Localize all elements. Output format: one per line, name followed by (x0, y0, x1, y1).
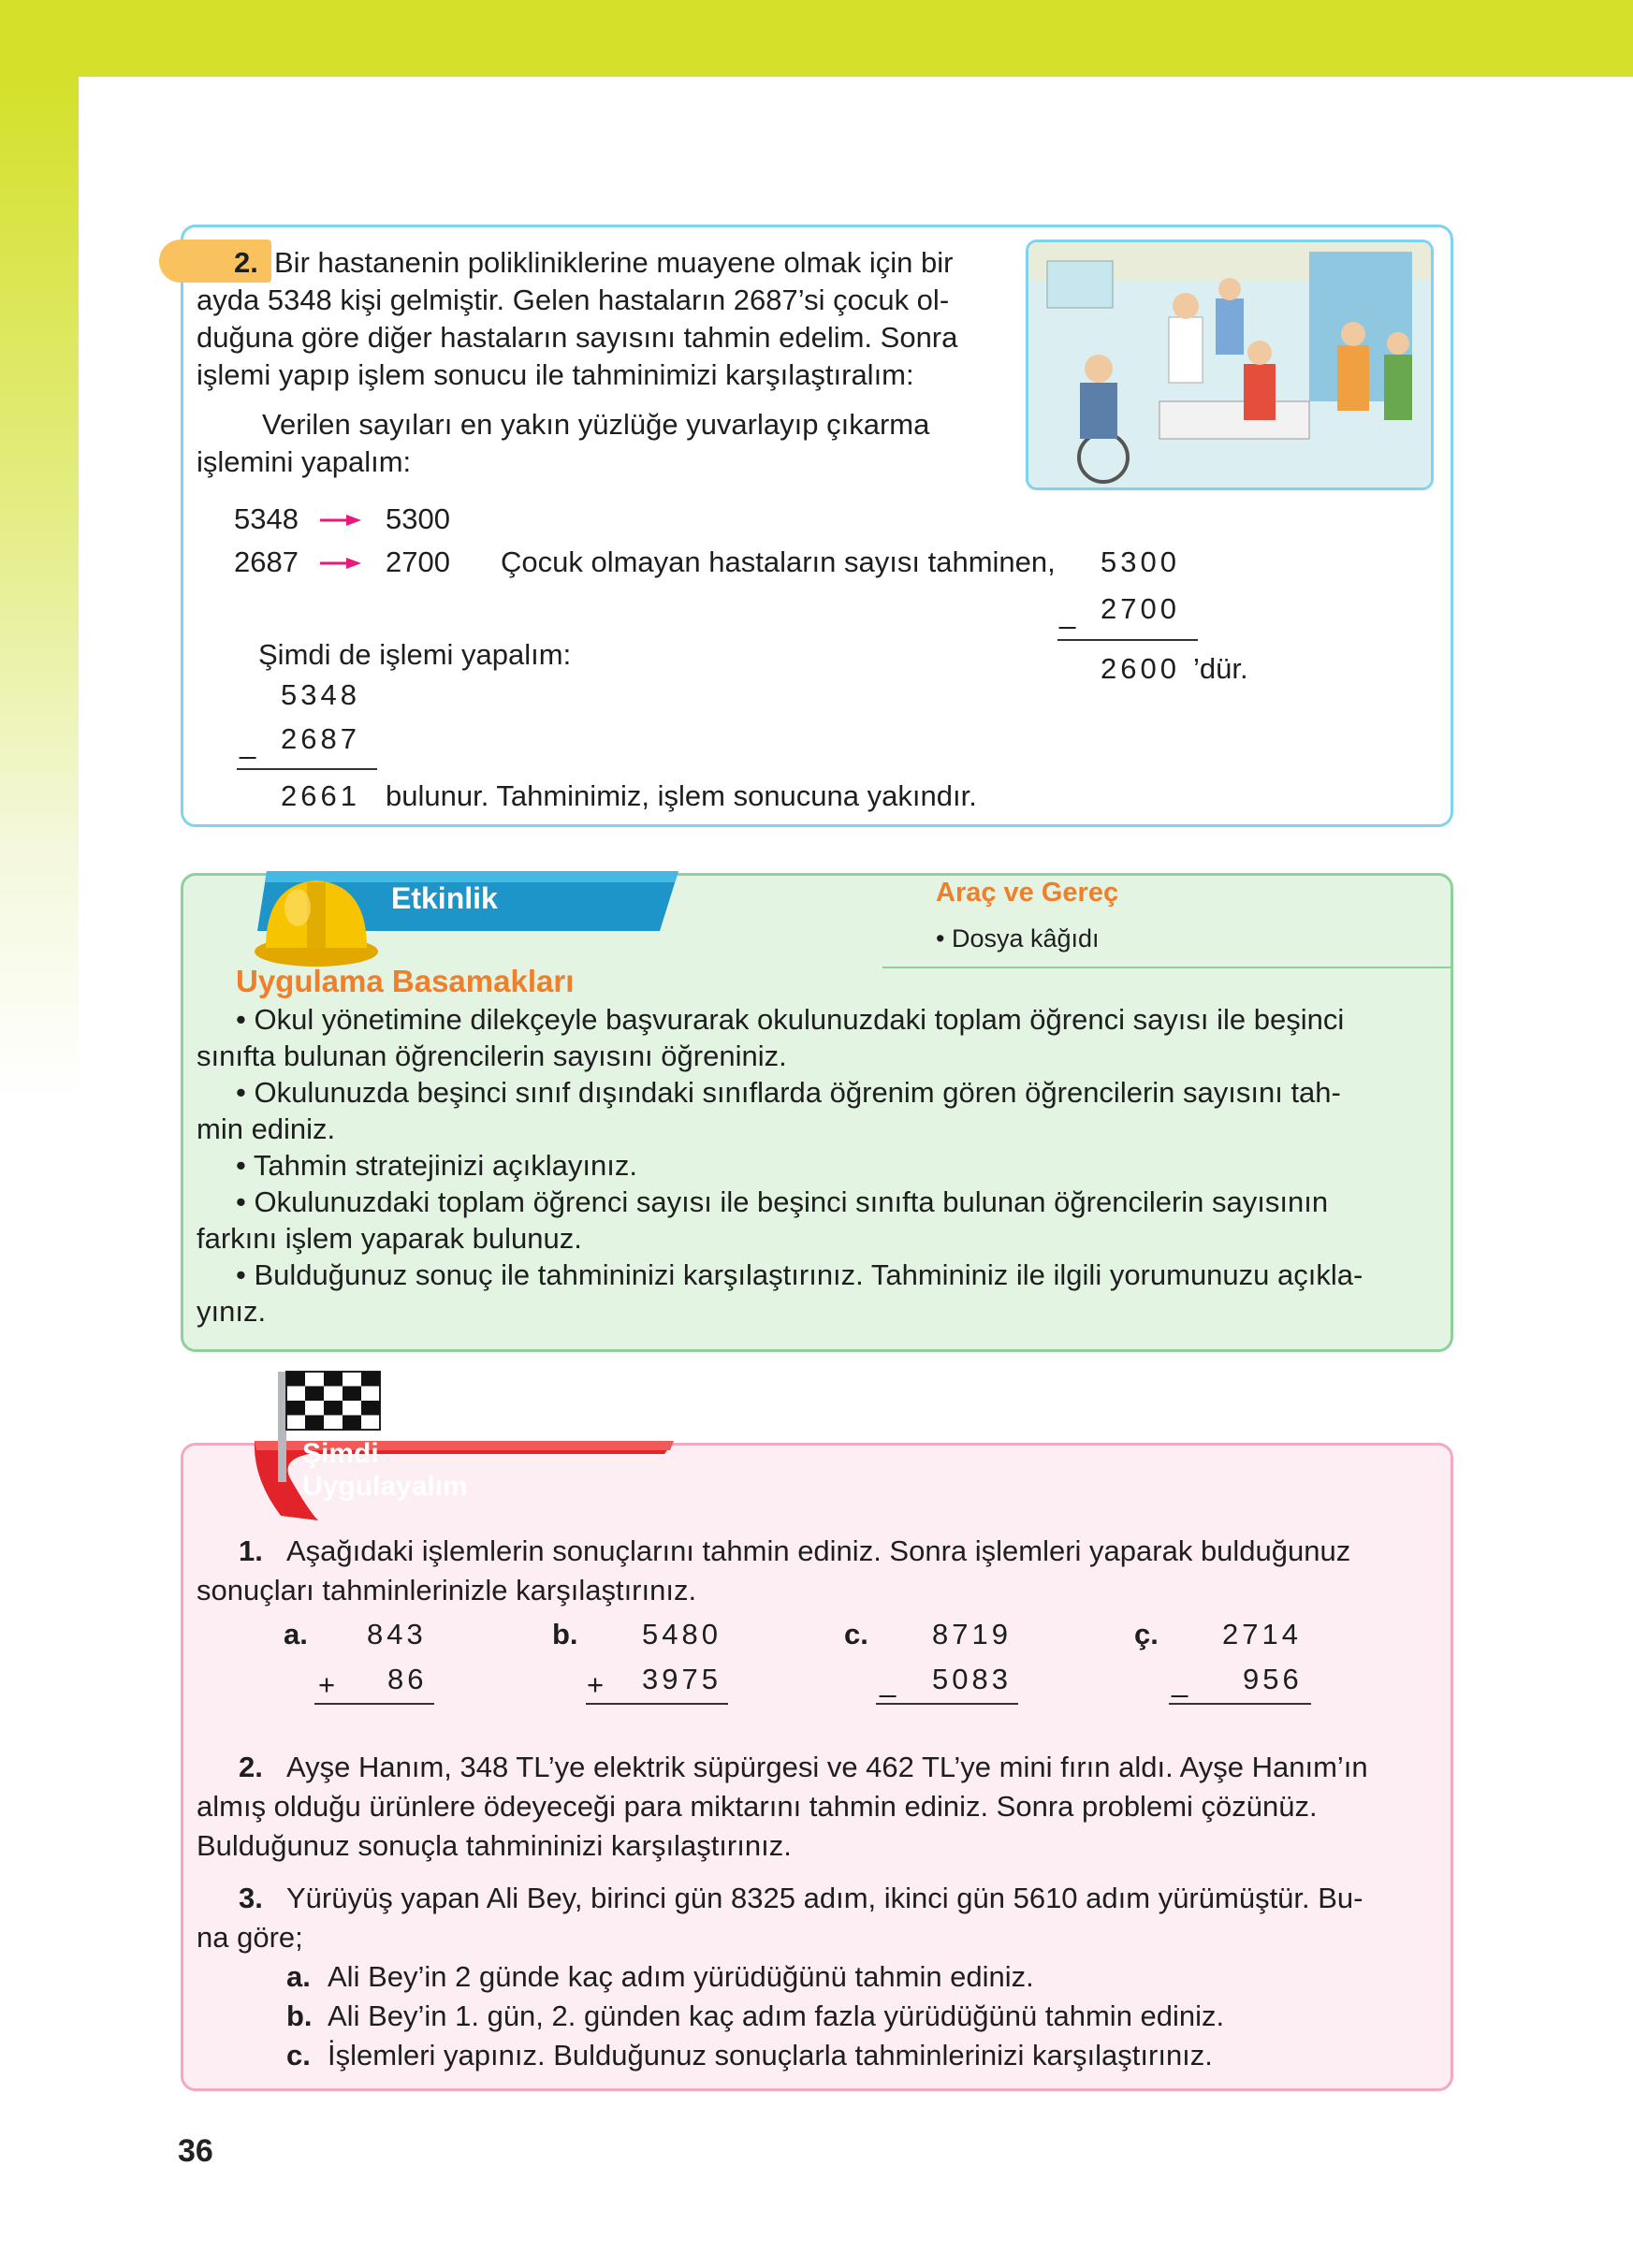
conclusion-text: bulunur. Tahminimiz, işlem sonucuna yakındır. (386, 779, 977, 812)
apply-title-line-1: Şimdi (302, 1438, 379, 1469)
hard-hat-icon (251, 865, 382, 968)
q1-line-2: sonuçları tahminlerinizle karşılaştırınız. (197, 1574, 697, 1606)
estimate-text: Çocuk olmayan hastaların sayısı tahminen, (501, 545, 1056, 578)
round-from-1: 5348 (234, 502, 299, 535)
page-number: 36 (178, 2133, 213, 2169)
step-line-6: • Okulunuzdaki toplam öğrenci sayısı ile beşinci sınıfta bulunan öğrencilerin sayısının (236, 1185, 1329, 1218)
q2-number: 2. (239, 1751, 263, 1783)
op-d-rule (1169, 1703, 1311, 1705)
intro-line-2: ayda 5348 kişi gelmiştir. Gelen hastaların 2687’si çocuk ol- (197, 284, 950, 316)
tools-item: • Dosya kâğıdı (936, 924, 1100, 952)
arrow-right-icon (318, 513, 363, 528)
op-d-label: ç. (1134, 1618, 1159, 1650)
estimate-operator: _ (1059, 597, 1076, 630)
exact-result: 2661 (281, 779, 360, 812)
q3-line-1: Yürüyüş yapan Ali Bey, birinci gün 8325 adım, ikinci gün 5610 adım yürümüştür. Bu- (286, 1882, 1363, 1914)
op-a-sign: + (318, 1668, 336, 1701)
q3a-label: a. (286, 1960, 311, 1993)
estimate-bottom: 2700 (1101, 592, 1180, 625)
q3c-label: c. (286, 2039, 311, 2072)
exact-top: 5348 (281, 678, 360, 711)
hospital-illustration (1026, 240, 1434, 490)
q2-line-2: almış olduğu ürünlere ödeyeceği para miktarını tahmin ediniz. Sonra problemi çözünüz. (197, 1790, 1318, 1823)
op-c-sign: _ (880, 1665, 897, 1698)
q2-line-1: Ayşe Hanım, 348 TL’ye elektrik süpürgesi ve 462 TL’ye mini fırın aldı. Ayşe Hanım’ın (286, 1751, 1368, 1783)
arrow-right-icon (318, 556, 363, 571)
estimate-result: 2600 (1101, 652, 1180, 685)
op-b-sign: + (587, 1668, 605, 1701)
step-line-5: • Tahmin stratejinizi açıklayınız. (236, 1149, 637, 1182)
round-instruction-2: işlemini yapalım: (197, 445, 412, 478)
q3-line-2: na göre; (197, 1921, 303, 1954)
q3c-text: İşlemleri yapınız. Bulduğunuz sonuçlarla tahminlerinizi karşılaştırınız. (328, 2039, 1213, 2072)
q3b-label: b. (286, 1999, 313, 2032)
q2-line-3: Bulduğunuz sonuçla tahmininizi karşılaştırınız. (197, 1829, 792, 1862)
round-instruction-1: Verilen sayıları en yakın yüzlüğe yuvarlayıp çıkarma (262, 408, 930, 441)
exact-operator: _ (240, 727, 256, 760)
estimate-rule (1057, 639, 1198, 641)
exact-rule (237, 768, 377, 770)
q3b-text: Ali Bey’in 1. gün, 2. günden kaç adım fazla yürüdüğünü tahmin ediniz. (328, 1999, 1225, 2032)
op-b-rule (586, 1703, 728, 1705)
activity-title: Etkinlik (391, 881, 498, 915)
q3-number: 3. (239, 1882, 263, 1914)
estimate-top: 5300 (1101, 545, 1180, 578)
step-line-4: min ediniz. (197, 1112, 336, 1145)
op-d-sign: _ (1172, 1665, 1188, 1698)
apply-title-line-2: Uygulayalım (302, 1471, 468, 1502)
intro-line-1: Bir hastanenin polikliniklerine muayene olmak için bir (274, 246, 954, 279)
step-line-3: • Okulunuzda beşinci sınıf dışındaki sınıflarda öğrenim gören öğrencilerin sayısını tah- (236, 1076, 1341, 1109)
op-b-top: 5480 (642, 1618, 722, 1650)
op-a-top: 843 (367, 1618, 427, 1650)
op-a-rule (314, 1703, 434, 1705)
round-to-2: 2700 (386, 545, 450, 578)
intro-line-3: duğuna göre diğer hastaların sayısını tahmin edelim. Sonra (197, 321, 958, 354)
tools-title: Araç ve Gereç (936, 878, 1119, 908)
q3a-text: Ali Bey’in 2 günde kaç adım yürüdüğünü tahmin ediniz. (328, 1960, 1034, 1993)
step-line-7: farkını işlem yaparak bulunuz. (197, 1222, 582, 1255)
step-line-2: sınıfta bulunan öğrencilerin sayısını öğreniniz. (197, 1040, 787, 1072)
estimate-suffix: ’dür. (1193, 652, 1248, 685)
round-to-1: 5300 (386, 502, 450, 535)
now-text: Şimdi de işlemi yapalım: (258, 638, 572, 671)
problem-number: 2. (234, 246, 258, 279)
q1-line-1: Aşağıdaki işlemlerin sonuçlarını tahmin ediniz. Sonra işlemleri yaparak bulduğunuz (286, 1534, 1351, 1567)
steps-title: Uygulama Basamakları (236, 964, 575, 998)
op-b-bottom: 3975 (642, 1663, 722, 1695)
op-b-label: b. (552, 1618, 578, 1650)
op-d-top: 2714 (1222, 1618, 1302, 1650)
page-left-decoration (0, 75, 79, 1104)
op-c-bottom: 5083 (932, 1663, 1012, 1695)
op-c-label: c. (844, 1618, 868, 1650)
q1-number: 1. (239, 1534, 263, 1567)
op-a-label: a. (284, 1618, 308, 1650)
op-d-bottom: 956 (1243, 1663, 1303, 1695)
round-from-2: 2687 (234, 545, 299, 578)
op-c-top: 8719 (932, 1618, 1012, 1650)
op-c-rule (876, 1703, 1018, 1705)
op-a-bottom: 86 (387, 1663, 428, 1695)
intro-line-4: işlemi yapıp işlem sonucu ile tahminimizi karşılaştıralım: (197, 358, 914, 391)
step-line-8: • Bulduğunuz sonuç ile tahmininizi karşılaştırınız. Tahmininiz ile ilgili yorumunuzu açıkla- (236, 1258, 1363, 1291)
step-line-1: • Okul yönetimine dilekçeyle başvurarak okulunuzdaki toplam öğrenci sayısı ile beşinci (236, 1003, 1345, 1036)
tools-divider (882, 967, 1453, 968)
exact-bottom: 2687 (281, 722, 360, 755)
step-line-9: yınız. (197, 1295, 267, 1328)
